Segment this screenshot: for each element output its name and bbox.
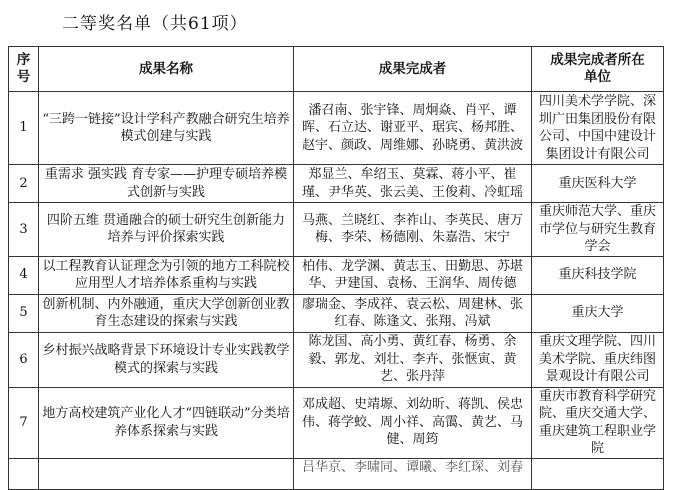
table-header-row	[9, 47, 664, 92]
achievement-name: 创新机制、内外融通，重庆大学创新创业教育生态建设的探索与实践	[39, 294, 294, 332]
achievement-name: 地方高校建筑产业化人才“四链联动”分类培养体系探索与实践	[39, 387, 294, 458]
achievement-people: 邓成超、史靖塬、刘幼昕、蒋凯、侯忠伟、蒋学蛟、周小祥、高霭、黄艺、马健、周筠	[294, 387, 532, 458]
achievement-unit: 四川美术学学院、深圳广田集团股份有限公司、中国中建设计集团设计有限公司	[532, 92, 664, 165]
achievement-people: 廖瑞金、李成祥、袁云松、周建林、张红春、陈逢文、张翔、冯斌	[294, 294, 532, 332]
achievement-unit: 重庆医科大学	[532, 165, 664, 203]
awards-table	[8, 46, 664, 490]
achievement-unit	[532, 458, 664, 489]
row-number: 5	[9, 294, 39, 332]
table-row	[9, 294, 664, 332]
row-number: 3	[9, 203, 39, 257]
achievement-unit: 重庆科技学院	[532, 256, 664, 294]
achievement-name: “三跨一链接”设计学科产教融合研究生培养模式创建与实践	[39, 92, 294, 165]
achievement-name: 四阶五维 贯通融合的硕士研究生创新能力培养与评价探索实践	[39, 203, 294, 257]
achievement-name: 以工程教育认证理念为引领的地方工科院校应用型人才培养体系重构与实践	[39, 256, 294, 294]
achievement-unit: 重庆大学	[532, 294, 664, 332]
header-num: 序号	[9, 47, 39, 92]
page-heading: 二等奖名单（共61项）	[62, 14, 248, 34]
row-number: 4	[9, 256, 39, 294]
achievement-name	[39, 458, 294, 489]
achievement-people: 柏伟、龙学渊、黄志玉、田勤思、苏堪华、尹建国、袁杨、王润华、周传德	[294, 256, 532, 294]
achievement-people: 潘召南、张宇锋、周炯焱、肖平、谭晖、石立达、谢亚平、琚宾、杨邦胜、赵宇、颜政、周维娜、孙晓勇、黄洪波	[294, 92, 532, 165]
row-number: 2	[9, 165, 39, 203]
row-number: 7	[9, 387, 39, 458]
table-row	[9, 203, 664, 257]
table-row	[9, 387, 664, 458]
table-row	[9, 458, 664, 489]
table-row	[9, 256, 664, 294]
achievement-people-cut: 吕华京、李啸同、谭曦、李红琛、刘春	[301, 459, 523, 475]
row-number: 1	[9, 92, 39, 165]
achievement-people	[294, 458, 532, 489]
row-number: 6	[9, 332, 39, 387]
header-unit: 成果完成者所在单位	[532, 47, 664, 92]
header-people: 成果完成者	[294, 47, 532, 92]
achievement-name: 重需求 强实践 育专家——护理专硕培养模式创新与实践	[39, 165, 294, 203]
achievement-people: 郑显兰、牟绍玉、莫霖、蒋小平、崔瑾、尹华英、张云美、王俊莉、冷虹瑶	[294, 165, 532, 203]
row-number	[9, 458, 39, 489]
table-row	[9, 332, 664, 387]
achievement-unit: 重庆市教育科学研究院、重庆交通大学、重庆建筑工程职业学院	[532, 387, 664, 458]
achievement-unit: 重庆师范大学、重庆市学位与研究生教育学会	[532, 203, 664, 257]
achievement-name: 乡村振兴战略背景下环境设计专业实践教学模式的探索与实践	[39, 332, 294, 387]
header-name: 成果名称	[39, 47, 294, 92]
achievement-people: 马燕、兰晓红、李祚山、李英民、唐万梅、李荣、杨德刚、朱嘉浩、宋宁	[294, 203, 532, 257]
table-row	[9, 165, 664, 203]
achievement-unit: 重庆文理学院、四川美术学院、重庆纬图景观设计有限公司	[532, 332, 664, 387]
table-row	[9, 92, 664, 165]
achievement-people: 陈龙国、高小勇、黄红春、杨勇、余毅、郭龙、刘壮、李卉、张惬寅、黄艺、张丹萍	[294, 332, 532, 387]
